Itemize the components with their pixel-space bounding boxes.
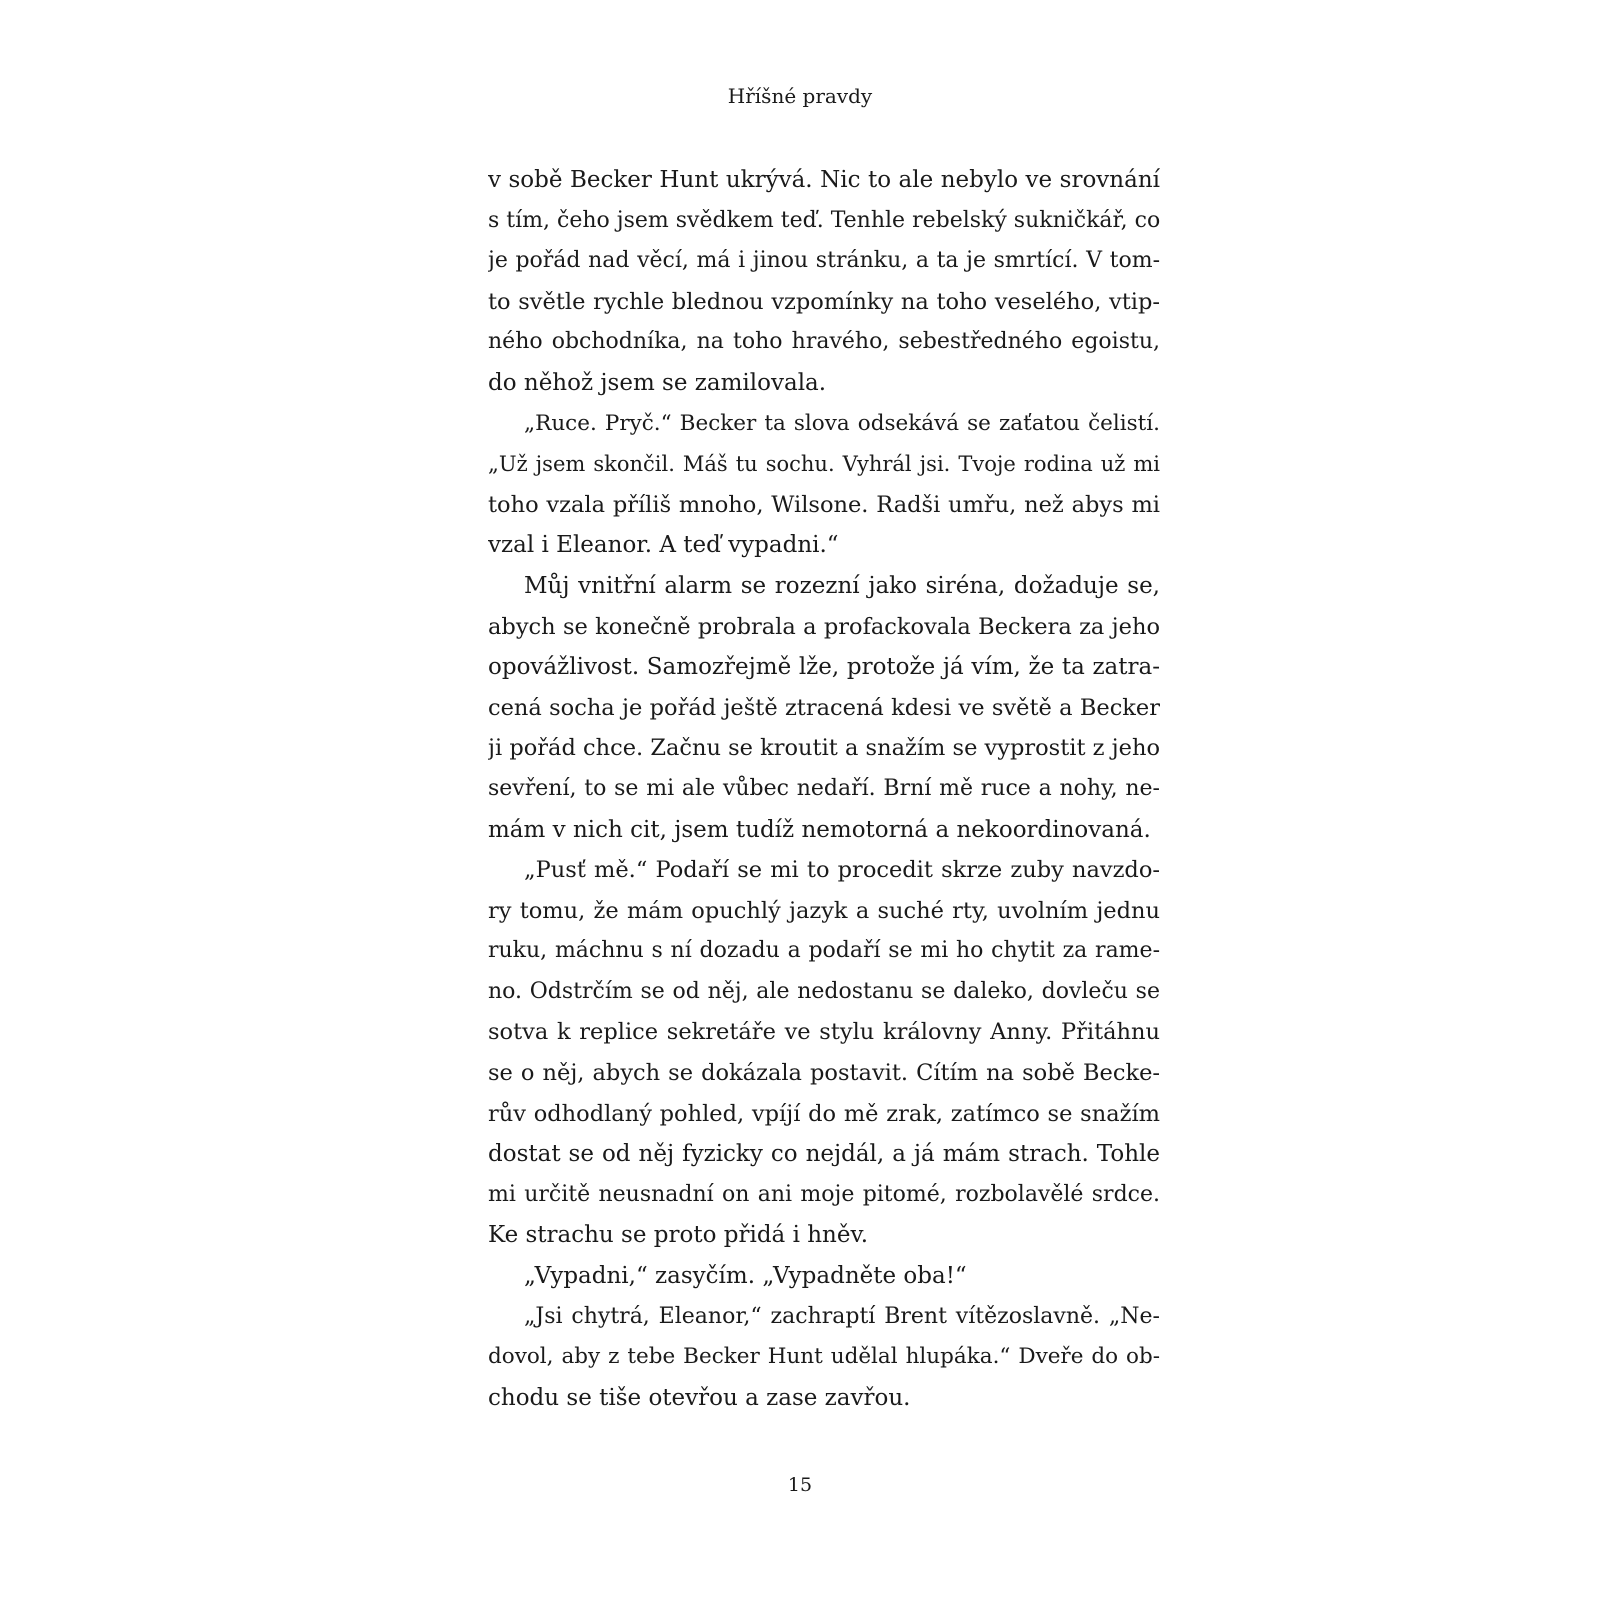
text-line: dostat se od něj fyzicky co nejdál, a já mám strach. Tohle [488, 1141, 1160, 1168]
text-line: abych se konečně probrala a profackovala Beckera za jeho [488, 613, 1160, 640]
text-line: sevření, to se mi ale vůbec nedaří. Brní mě ruce a nohy, ne- [488, 775, 1160, 801]
text-line: rův odhodlaný pohled, vpíjí do mě zrak, zatímco se snažím [488, 1100, 1160, 1127]
paragraph-first-line: „Ruce. Pryč.“ Becker ta slova odsekává se zaťatou čelistí. [524, 410, 1160, 436]
text-line: sotva k replice sekretáře ve stylu královny Anny. Přitáhnu [488, 1019, 1160, 1046]
text-line: vzal i Eleanor. A teď vypadni.“ [488, 532, 839, 559]
paragraph-first-line: „Pusť mě.“ Podaří se mi to procedit skrze zuby navzdo- [524, 857, 1160, 884]
text-line: dovol, aby z tebe Becker Hunt udělal hlupáka.“ Dveře do ob- [488, 1344, 1160, 1370]
text-line: ji pořád chce. Začnu se kroutit a snažím se vyprostit z jeho [488, 735, 1160, 762]
text-line: cená socha je pořád ještě ztracená kdesi ve světě a Becker [488, 694, 1160, 721]
text-line: se o něj, abych se dokázala postavit. Cítím na sobě Becke- [488, 1060, 1160, 1087]
text-line: chodu se tiše otevřou a zase zavřou. [488, 1384, 911, 1411]
text-line: toho vzala příliš mnoho, Wilsone. Radši umřu, než abys mi [488, 491, 1160, 518]
page-number: 15 [787, 1474, 813, 1496]
paragraph-first-line: Můj vnitřní alarm se rozezní jako siréna, dožaduje se, [524, 572, 1160, 599]
text-line: do něhož jsem se zamilovala. [488, 369, 827, 396]
text-line: v sobě Becker Hunt ukrývá. Nic to ale nebylo ve srovnání [488, 167, 1160, 193]
text-line: ruku, máchnu s ní dozadu a podaří se mi ho chytit za rame- [488, 938, 1160, 964]
text-line: mám v nich cit, jsem tudíž nemotorná a nekoordinovaná. [488, 816, 1151, 843]
body-text [488, 160, 1160, 1418]
text-line: ry tomu, že mám opuchlý jazyk a suché rty, uvolním jednu [488, 897, 1160, 924]
text-line: „Už jsem skončil. Máš tu sochu. Vyhrál jsi. Tvoje rodina už mi [488, 452, 1160, 477]
text-line: je pořád nad věcí, má i jinou stránku, a ta je smrtící. V tom- [488, 248, 1160, 274]
paragraph-first-line: „Jsi chytrá, Eleanor,“ zachraptí Brent vítězoslavně. „Ne- [524, 1303, 1160, 1329]
text-line: no. Odstrčím se od něj, ale nedostanu se daleko, dovleču se [488, 978, 1160, 1004]
running-head: Hříšné pravdy [727, 84, 873, 108]
text-line: to světle rychle blednou vzpomínky na toho veselého, vtip- [488, 288, 1160, 315]
text-line: ného obchodníka, na toho hravého, sebestředného egoistu, [488, 329, 1160, 355]
text-line: Ke strachu se proto přidá i hněv. [488, 1222, 869, 1249]
text-line: mi určitě neusnadní on ani moje pitomé, rozbolavělé srdce. [488, 1181, 1160, 1207]
text-line: s tím, čeho jsem svědkem teď. Tenhle rebelský sukničkář, co [488, 207, 1160, 233]
text-line: opovážlivost. Samozřejmě lže, protože já vím, že ta zatra- [488, 654, 1160, 681]
paragraph-first-line: „Vypadni,“ zasyčím. „Vypadněte oba!“ [524, 1263, 967, 1290]
